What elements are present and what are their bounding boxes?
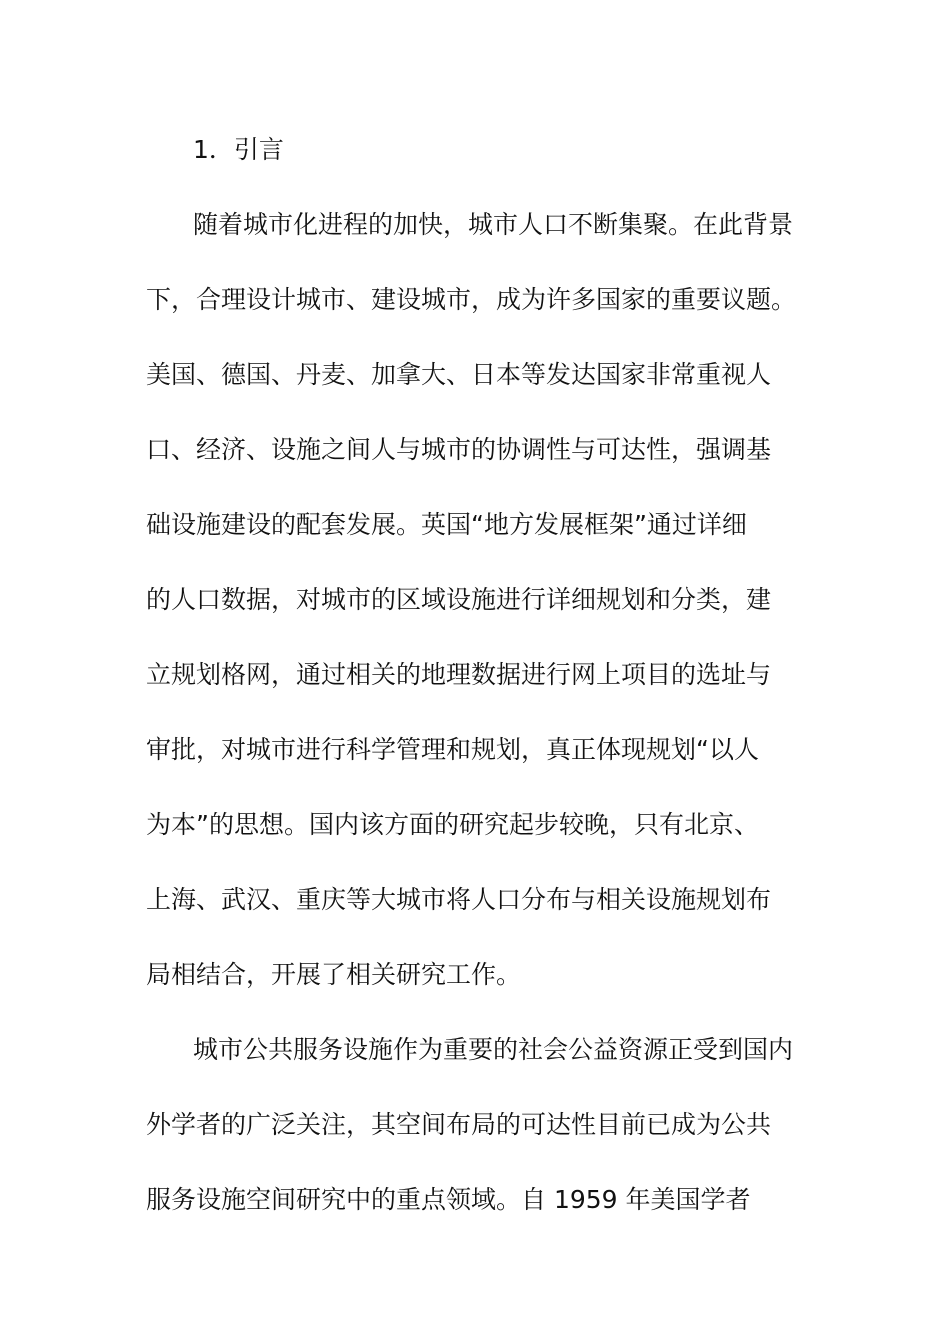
paragraph-line: 口、经济、设施之间人与城市的协调性与可达性，强调基 [146, 435, 772, 464]
paragraph-line: 础设施建设的配套发展。英国“地方发展框架”通过详细 [146, 510, 747, 539]
paragraph-line: 随着城市化进程的加快，城市人口不断集聚。在此背景 [193, 210, 794, 239]
section-heading: 1．引言 [193, 135, 284, 164]
paragraph-line: 美国、德国、丹麦、加拿大、日本等发达国家非常重视人 [146, 360, 772, 389]
paragraph-line: 为本”的思想。国内该方面的研究起步较晚，只有北京、 [146, 810, 759, 839]
paragraph-line: 审批，对城市进行科学管理和规划，真正体现规划“以人 [146, 735, 759, 764]
paragraph-line: 立规划格网，通过相关的地理数据进行网上项目的选址与 [146, 660, 772, 689]
paragraph-line: 服务设施空间研究中的重点领域。自 1959 年美国学者 [146, 1185, 751, 1214]
paragraph-line: 的人口数据，对城市的区域设施进行详细规划和分类，建 [146, 585, 772, 614]
paragraph-line: 局相结合，开展了相关研究工作。 [146, 960, 522, 989]
paragraph-line: 下，合理设计城市、建设城市，成为许多国家的重要议题。 [146, 285, 797, 314]
paragraph-line: 外学者的广泛关注，其空间布局的可达性目前已成为公共 [146, 1110, 772, 1139]
paragraph-line: 上海、武汉、重庆等大城市将人口分布与相关设施规划布 [146, 885, 772, 914]
paragraph-line: 城市公共服务设施作为重要的社会公益资源正受到国内 [193, 1035, 794, 1064]
